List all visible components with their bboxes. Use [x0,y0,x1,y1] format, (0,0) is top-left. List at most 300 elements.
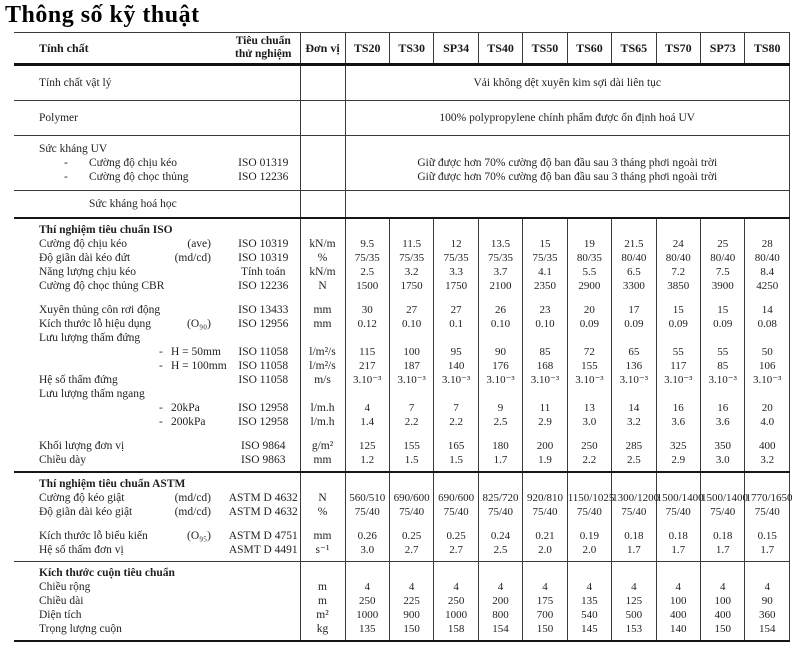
property-annotation: (md/cd) [174,492,211,504]
property-cell [14,170,227,191]
property-cell [14,519,227,529]
value-cell: 175 [523,594,567,608]
property-label: Chiều dày [39,454,86,466]
value-cell: 90 [478,345,522,359]
standard-cell: ISO 11058 [238,360,289,372]
value-cell: 100 [701,594,745,608]
property-label: H = 50mm [171,346,221,358]
table-row [14,237,790,251]
table-row [14,265,790,279]
property-label: Lưu lượng thấm ngang [39,388,145,400]
value-cell: 0.09 [701,317,745,331]
standard-cell: ISO 9864 [241,440,286,452]
property-annotation: (md/cd) [174,252,211,264]
property-cell [14,622,227,641]
value-cell: 1.7 [745,543,790,562]
header-standard-line1: Tiêu chuẩn [235,35,291,47]
value-cell: 225 [389,594,433,608]
table-row [14,303,790,317]
property-label: Chiều rộng [39,581,91,593]
value-cell: 4 [567,580,611,594]
table-row [14,191,790,219]
value-cell [745,331,790,345]
value-cell: 4 [434,580,478,594]
unit-cell [300,472,345,491]
section-5 [14,472,793,562]
unit-cell [300,101,345,136]
value-cell: 6.5 [612,265,656,279]
value-cell: 2.2 [567,453,611,472]
value-cell: 150 [701,622,745,641]
property-cell [14,65,227,101]
property-cell [14,237,227,251]
standard-cell: ISO 12956 [238,318,289,330]
value-cell: 100 [656,594,700,608]
property-cell [14,429,227,439]
value-cell: 12 [434,237,478,251]
standard-cell [227,472,300,491]
value-cell: 1.9 [523,453,567,472]
value-cell: 400 [701,608,745,622]
property-annotation: (md/cd) [174,506,211,518]
property-cell [14,491,227,505]
header-property: Tính chất [39,40,89,55]
table-row [14,580,790,594]
value-cell: 100 [389,345,433,359]
standard-cell [227,608,300,622]
value-cell [745,519,790,529]
standard-cell [227,218,300,237]
table-row [14,594,790,608]
value-cell: 400 [745,439,790,453]
property-label: Kích thước lỗ hiệu dụng [39,318,151,330]
header-unit: Đơn vị [300,33,345,65]
value-cell: 3.0 [567,415,611,429]
value-cell: 9 [478,401,522,415]
value-cell: 2.5 [345,265,389,279]
property-label: Hệ số thấm đơn vị [39,544,124,556]
merged-value-cell: 100% polypropylene chính phẩm được ổn định hoá UV [345,101,790,136]
property-label: Độ giãn dài kéo giật [39,506,133,518]
value-cell [478,293,522,303]
table-header [14,33,790,65]
value-cell: 285 [612,439,656,453]
value-cell [389,387,433,401]
value-cell: 3850 [656,279,700,293]
value-cell [567,387,611,401]
spacer-row [14,519,790,529]
value-cell: 4 [478,580,522,594]
value-cell: 1.7 [656,543,700,562]
value-cell: 3.6 [656,415,700,429]
property-cell [14,472,227,491]
value-cell: 700 [523,608,567,622]
unit-cell: kN/m [300,265,345,279]
value-cell: 80/40 [656,251,700,265]
value-cell [434,331,478,345]
value-cell: 7 [434,401,478,415]
standard-cell: ISO 12958 [238,416,289,428]
table-row [14,136,790,157]
property-label: Hệ số thấm đứng [39,374,118,386]
header-product-ts50: TS50 [523,33,567,65]
value-cell: 80/40 [612,251,656,265]
value-cell: 250 [567,439,611,453]
standard-cell: ASTM D 4751 [228,530,298,542]
value-cell: 4 [745,580,790,594]
value-cell: 187 [389,359,433,373]
value-cell: 85 [701,359,745,373]
value-cell: 24 [656,237,700,251]
value-cell: 16 [656,401,700,415]
property-cell [14,345,227,359]
property-cell [14,265,227,279]
value-cell [478,331,522,345]
value-cell [345,519,389,529]
property-label: Sức kháng UV [39,143,108,155]
standard-cell [227,101,300,136]
standard-cell [227,136,300,157]
value-cell: 0.18 [701,529,745,543]
merged-value-cell: Giữ được hơn 70% cường độ ban đầu sau 3 tháng phơi ngoài trời [345,170,790,191]
table-row [14,491,790,505]
value-cell [701,519,745,529]
value-cell: 325 [656,439,700,453]
value-cell: 3.10⁻³ [478,373,522,387]
unit-cell [300,156,345,170]
spacer-row [14,293,790,303]
value-cell: 4 [389,580,433,594]
standard-cell [227,622,300,641]
value-cell [701,429,745,439]
merged-value-cell [345,136,790,157]
value-cell: 2.0 [523,543,567,562]
unit-cell [300,218,345,237]
value-cell [389,519,433,529]
unit-cell [300,562,345,581]
value-cell: 55 [656,345,700,359]
value-cell: 900 [389,608,433,622]
value-cell: 168 [523,359,567,373]
value-cell [567,429,611,439]
value-cell: 75/40 [345,505,389,519]
header-product-ts40: TS40 [478,33,522,65]
property-cell [14,415,227,429]
unit-cell [300,293,345,303]
value-cell: 13.5 [478,237,522,251]
value-cell: 0.25 [434,529,478,543]
value-cell: 4 [345,401,389,415]
value-cell: 75/40 [567,505,611,519]
value-cell [656,562,700,581]
value-cell: 2.5 [478,543,522,562]
value-cell [701,218,745,237]
unit-cell [300,387,345,401]
value-cell: 400 [656,608,700,622]
header-standard-line2: thử nghiệm [235,48,292,60]
section-2 [14,136,790,191]
property-label: Diện tích [39,609,82,621]
standard-cell: ISO 13433 [238,304,289,316]
standard-cell: ISO 11058 [238,346,289,358]
value-cell: 3.0 [345,543,389,562]
value-cell: 0.26 [345,529,389,543]
value-cell: 0.09 [612,317,656,331]
property-cell [14,136,227,157]
value-cell [389,218,433,237]
value-cell: 3.10⁻³ [656,373,700,387]
value-cell: 14 [745,303,790,317]
value-cell: 7.5 [701,265,745,279]
unit-cell: % [300,505,345,519]
table-row [14,345,790,359]
value-cell [745,472,790,491]
value-cell: 4 [701,580,745,594]
unit-cell: kN/m [300,237,345,251]
value-cell: 65 [612,345,656,359]
value-cell [478,429,522,439]
property-annotation: (ave) [187,238,211,250]
value-cell [345,331,389,345]
value-cell [523,218,567,237]
merged-value-cell [345,191,790,219]
value-cell [523,331,567,345]
property-label: 20kPa [171,402,200,414]
value-cell: 0.10 [389,317,433,331]
value-cell: 360 [745,608,790,622]
table-row [14,439,790,453]
value-cell: 0.25 [389,529,433,543]
value-cell [745,562,790,581]
property-cell [14,387,227,401]
standard-cell: ASTM D 4632 [228,506,298,518]
property-label: Cường độ chọc thủng [89,171,189,183]
property-label: Chiều dài [39,595,84,607]
property-label: Độ giãn dài kéo đứt [39,252,131,264]
value-cell [612,387,656,401]
value-cell: 1.2 [345,453,389,472]
value-cell [745,293,790,303]
table-row [14,317,790,331]
value-cell: 1150/1025 [567,492,615,504]
property-label: 200kPa [171,416,206,428]
property-label: Cường độ chịu kéo [39,238,128,250]
value-cell: 3.10⁻³ [345,373,389,387]
value-cell: 11 [523,401,567,415]
value-cell: 1.4 [345,415,389,429]
unit-cell: mm [300,303,345,317]
value-cell: 3.2 [389,265,433,279]
property-cell [14,401,227,415]
value-cell: 27 [389,303,433,317]
value-cell: 3900 [701,279,745,293]
value-cell: 75/40 [434,505,478,519]
property-label: H = 100mm [171,360,227,372]
value-cell: 17 [612,303,656,317]
property-label: Cường độ kéo giật [39,492,125,504]
dash: - [64,171,68,183]
value-cell: 825/720 [478,491,522,505]
property-annotation: (O₉₀) [187,318,211,330]
value-cell: 165 [434,439,478,453]
value-cell [478,218,522,237]
value-cell: 125 [345,439,389,453]
value-cell [345,218,389,237]
value-cell [389,472,433,491]
value-cell: 800 [478,608,522,622]
value-cell: 3.7 [478,265,522,279]
value-cell: 26 [478,303,522,317]
value-cell: 72 [567,345,611,359]
value-cell: 140 [434,359,478,373]
standard-cell: ASMT D 4491 [228,544,298,556]
unit-cell [300,191,345,219]
value-cell: 690/600 [434,491,478,505]
unit-cell: l/m.h [300,415,345,429]
value-cell: 90 [745,594,790,608]
value-cell: 150 [389,622,433,641]
value-cell: 250 [434,594,478,608]
unit-cell: mm [300,453,345,472]
property-label: Sức kháng hoá học [89,198,177,210]
standard-cell: ASTM D 4632 [228,492,298,504]
section-1 [14,101,790,136]
standard-cell [227,594,300,608]
value-cell: 1500/1400 [701,492,749,504]
unit-cell: mm [300,317,345,331]
unit-cell [300,331,345,345]
value-cell: 7 [389,401,433,415]
value-cell: 20 [745,401,790,415]
standard-cell: ISO 9863 [241,454,286,466]
value-cell: 2.5 [612,453,656,472]
value-cell: 125 [612,594,656,608]
value-cell [389,429,433,439]
property-annotation: (O₉₅) [187,530,211,542]
dash: - [159,416,163,428]
section-4 [14,218,790,472]
property-label: Lưu lượng thấm đứng [39,332,141,344]
value-cell: 1500 [345,279,389,293]
unit-cell [300,136,345,157]
value-cell [656,331,700,345]
value-cell: 2.7 [434,543,478,562]
value-cell: 20 [567,303,611,317]
table-row [14,387,790,401]
value-cell [389,562,433,581]
value-cell [523,293,567,303]
value-cell [523,429,567,439]
table-row [14,608,790,622]
value-cell: 0.18 [656,529,700,543]
value-cell [434,293,478,303]
value-cell: 1.7 [701,543,745,562]
value-cell: 3.10⁻³ [389,373,433,387]
value-cell [701,387,745,401]
value-cell [567,472,611,491]
value-cell: 85 [523,345,567,359]
value-cell: 136 [612,359,656,373]
table-row [14,622,790,641]
value-cell: 1770/1650 [745,492,793,504]
value-cell: 16 [701,401,745,415]
value-cell: 2.2 [389,415,433,429]
value-cell [523,387,567,401]
value-cell [612,293,656,303]
header-product-sp34: SP34 [434,33,478,65]
value-cell: 3.10⁻³ [434,373,478,387]
value-cell [567,293,611,303]
table-row [14,415,790,429]
value-cell [434,519,478,529]
value-cell [567,519,611,529]
value-cell: 3.10⁻³ [701,373,745,387]
unit-cell: m [300,594,345,608]
property-cell [14,251,227,265]
value-cell: 176 [478,359,522,373]
value-cell: 25 [701,237,745,251]
unit-cell: s⁻¹ [300,543,345,562]
value-cell: 3.10⁻³ [523,373,567,387]
value-cell: 4 [656,580,700,594]
value-cell: 4.1 [523,265,567,279]
value-cell: 3.2 [612,415,656,429]
value-cell: 4 [523,580,567,594]
value-cell [478,472,522,491]
value-cell: 27 [434,303,478,317]
value-cell: 2.9 [523,415,567,429]
table-row [14,562,790,581]
value-cell [745,218,790,237]
table-row [14,218,790,237]
header-product-sp73: SP73 [701,33,745,65]
property-label: Trọng lượng cuộn [39,623,122,635]
header-product-ts30: TS30 [389,33,433,65]
value-cell: 2.2 [434,415,478,429]
value-cell [434,387,478,401]
value-cell: 75/40 [656,505,700,519]
value-cell: 158 [434,622,478,641]
value-cell: 14 [612,401,656,415]
header-product-ts70: TS70 [656,33,700,65]
value-cell: 28 [745,237,790,251]
value-cell: 0.21 [523,529,567,543]
standard-cell [227,429,300,439]
property-cell [14,218,227,237]
property-label: Khối lượng đơn vị [39,440,125,452]
header-product-ts65: TS65 [612,33,656,65]
unit-cell: m/s [300,373,345,387]
value-cell: 80/40 [745,251,790,265]
property-cell [14,303,227,317]
value-cell: 153 [612,622,656,641]
value-cell [523,519,567,529]
value-cell: 135 [345,622,389,641]
unit-cell: m [300,580,345,594]
value-cell [612,218,656,237]
value-cell: 2350 [523,279,567,293]
header-standard [227,33,300,65]
property-label: Cường độ chọc thủng CBR [39,280,165,292]
property-label: Kích thước lỗ biểu kiến [39,530,148,542]
value-cell [612,429,656,439]
unit-cell [300,519,345,529]
standard-cell: ISO 10319 [238,252,289,264]
table-row [14,279,790,293]
spec-table [14,32,793,642]
value-cell: 500 [612,608,656,622]
standard-cell: ISO 12958 [238,402,289,414]
